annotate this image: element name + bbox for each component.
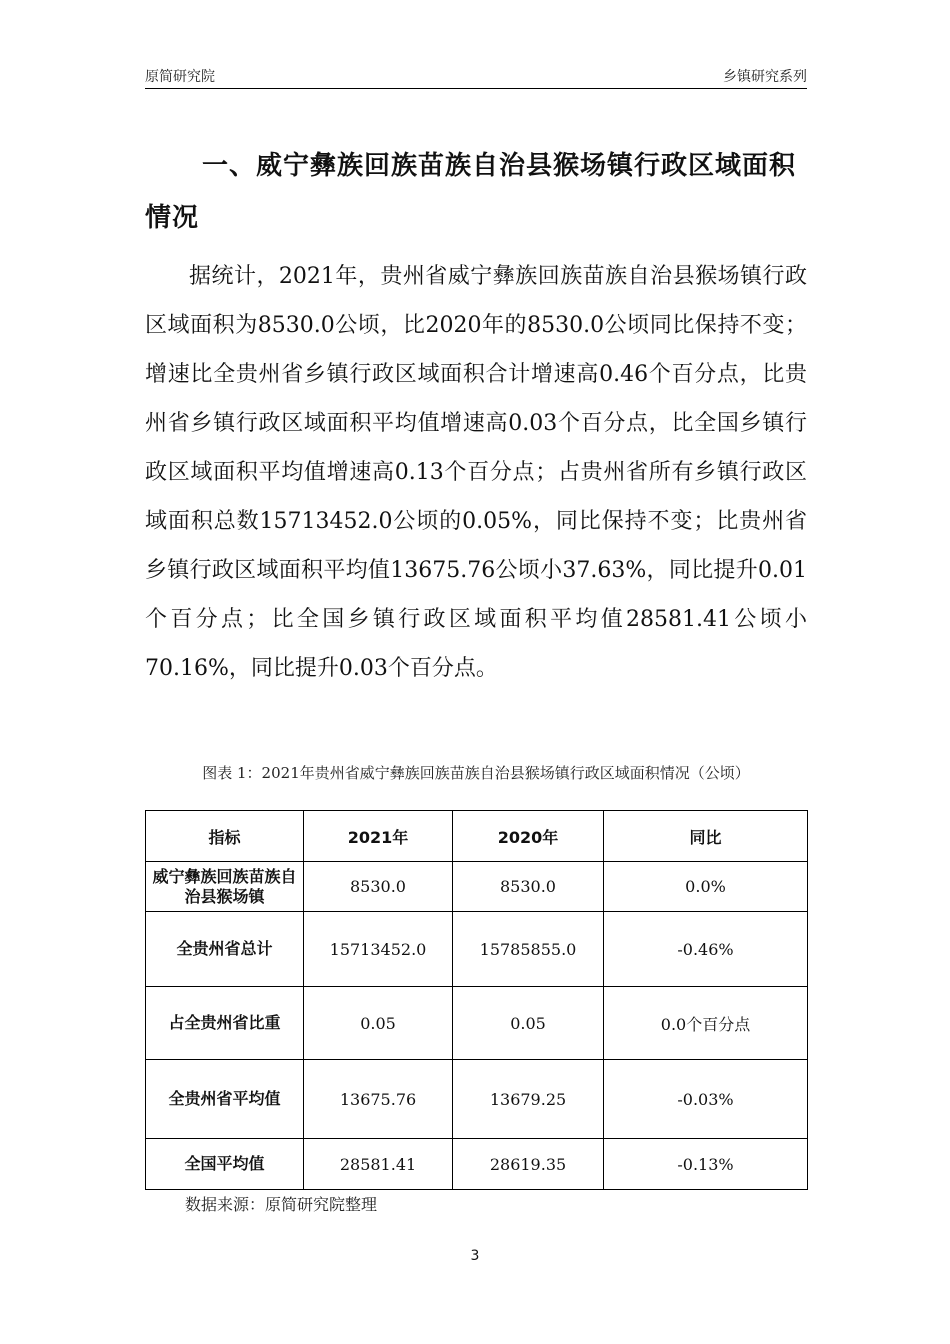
header-org-name: 原简研究院	[145, 69, 215, 85]
table-caption: 图表 1：2021年贵州省威宁彝族回族苗族自治县猴场镇行政区域面积情况（公顷）	[202, 764, 750, 782]
cell-2020: 15785855.0	[453, 912, 604, 987]
table-header-row	[146, 811, 808, 862]
table-row	[146, 987, 808, 1060]
row-label: 威宁彝族回族苗族自治县猴场镇	[146, 862, 304, 912]
cell-2021: 15713452.0	[304, 912, 453, 987]
header-series-name: 乡镇研究系列	[723, 69, 807, 85]
data-table	[145, 810, 808, 1190]
column-header-2020: 2020年	[453, 811, 604, 862]
cell-2021: 8530.0	[304, 862, 453, 912]
table-row	[146, 1139, 808, 1190]
cell-yoy: -0.13%	[604, 1139, 808, 1190]
section-heading: 一、威宁彝族回族苗族自治县猴场镇行政区域面积情况	[145, 151, 797, 233]
row-label: 全贵州省平均值	[146, 1060, 304, 1139]
row-label: 占全贵州省比重	[146, 987, 304, 1060]
cell-2020: 8530.0	[453, 862, 604, 912]
cell-2020: 0.05	[453, 987, 604, 1060]
cell-2020: 13679.25	[453, 1060, 604, 1139]
cell-yoy: -0.46%	[604, 912, 808, 987]
cell-2021: 0.05	[304, 987, 453, 1060]
cell-yoy: 0.0个百分点	[604, 987, 808, 1060]
body-paragraph: 据统计，2021年，贵州省威宁彝族回族苗族自治县猴场镇行政区域面积为8530.0公顷，比2020年的8530.0公顷同比保持不变；增速比全贵州省乡镇行政区域面积合计增速高0.46个百分点，比贵州省乡镇行政区域面积平均值增速高0.03个百分点，比全国乡镇行政区域面积平均值增速高0.13个百分点；占贵州省所有乡镇行政区域面积总数15713452.0公顷的0.05%，同比保持不变；比贵州省乡镇行政区域面积平均值13675.76公顷小37.63%，同比提升0.01个百分点；比全国乡镇行政区域面积平均值28581.41公顷小70.16%，同比提升0.03个百分点。	[145, 264, 807, 681]
cell-yoy: -0.03%	[604, 1060, 808, 1139]
cell-2021: 28581.41	[304, 1139, 453, 1190]
table-row	[146, 1060, 808, 1139]
row-label: 全国平均值	[146, 1139, 304, 1190]
table-row	[146, 912, 808, 987]
row-label: 全贵州省总计	[146, 912, 304, 987]
table-row	[146, 862, 808, 912]
header-divider	[145, 88, 807, 89]
column-header-2021: 2021年	[304, 811, 453, 862]
cell-2020: 28619.35	[453, 1139, 604, 1190]
data-source-note: 数据来源：原简研究院整理	[185, 1195, 378, 1214]
column-header-indicator: 指标	[146, 811, 304, 862]
cell-2021: 13675.76	[304, 1060, 453, 1139]
column-header-yoy: 同比	[604, 811, 808, 862]
page-header	[145, 66, 807, 88]
page-number: 3	[470, 1248, 480, 1264]
cell-yoy: 0.0%	[604, 862, 808, 912]
